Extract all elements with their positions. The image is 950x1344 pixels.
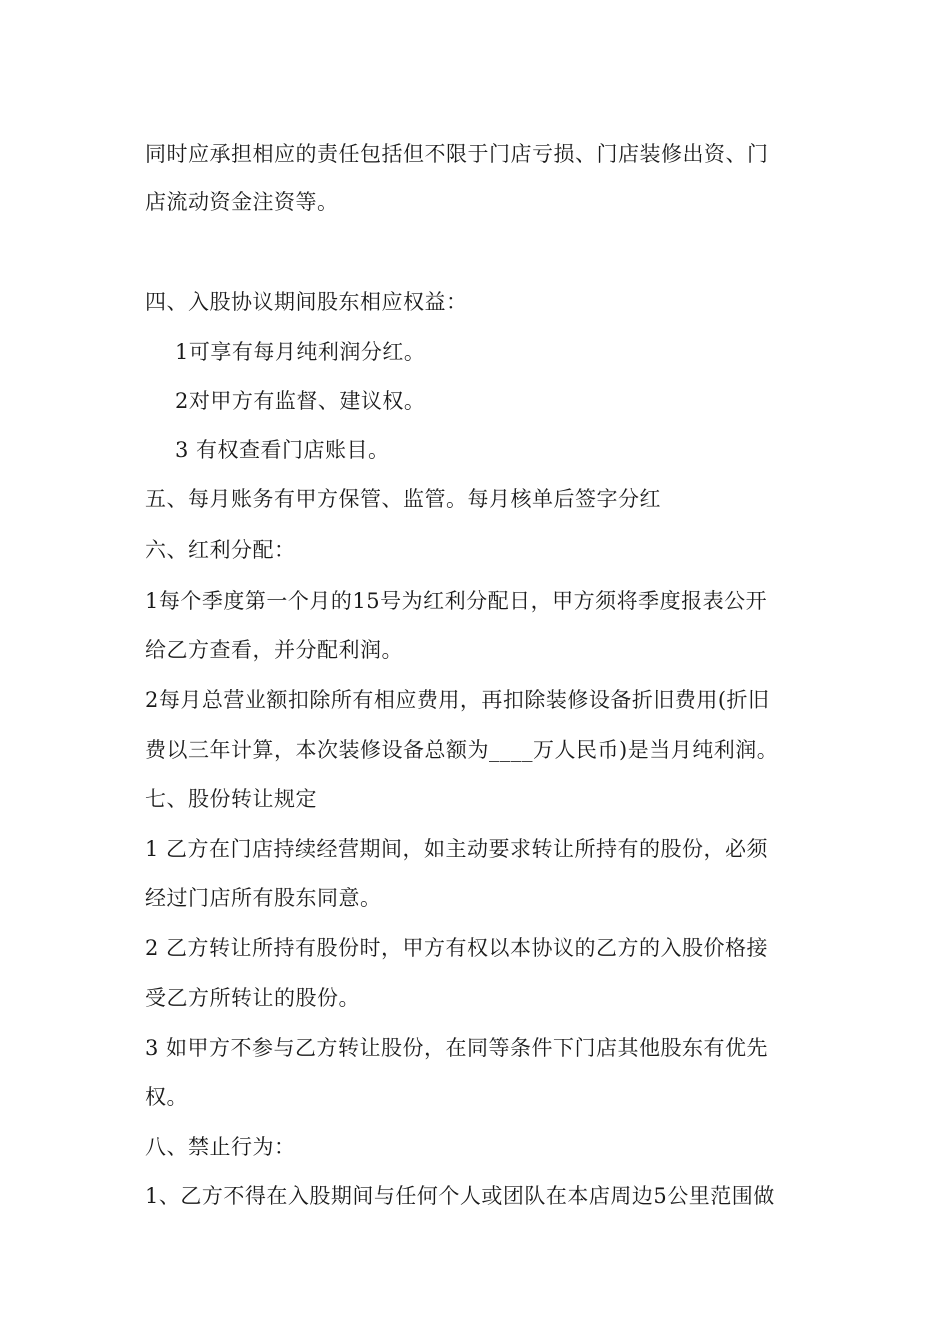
text-line: 店流动资金注资等。 [145, 190, 339, 214]
text-line: 受乙方所转让的股份。 [145, 986, 360, 1010]
text-line: 费以三年计算，本次装修设备总额为____万人民币)是当月纯利润。 [145, 738, 779, 762]
text-line: 2每月总营业额扣除所有相应费用，再扣除装修设备折旧费用(折旧 [145, 688, 770, 712]
section-heading: 五、每月账务有甲方保管、监管。每月核单后签字分红 [145, 487, 661, 511]
text-line: 1、乙方不得在入股期间与任何个人或团队在本店周边5公里范围做 [145, 1184, 775, 1208]
text-line: 同时应承担相应的责任包括但不限于门店亏损、门店装修出资、门 [145, 142, 769, 166]
section-heading: 六、红利分配： [145, 538, 296, 562]
text-line: 给乙方查看，并分配利润。 [145, 638, 403, 662]
text-line: 经过门店所有股东同意。 [145, 886, 382, 910]
list-item: 3 有权查看门店账目。 [175, 438, 390, 462]
section-heading: 七、股份转让规定 [145, 787, 317, 811]
list-item: 1可享有每月纯利润分红。 [175, 340, 426, 364]
text-line: 2 乙方转让所持有股份时，甲方有权以本协议的乙方的入股价格接 [145, 936, 769, 960]
section-heading: 四、入股协议期间股东相应权益： [145, 290, 468, 314]
section-heading: 八、禁止行为： [145, 1135, 296, 1159]
text-line: 权。 [145, 1085, 188, 1109]
list-item: 2对甲方有监督、建议权。 [175, 389, 426, 413]
text-line: 1 乙方在门店持续经营期间，如主动要求转让所持有的股份，必须 [145, 837, 769, 861]
text-line: 1每个季度第一个月的15号为红利分配日，甲方须将季度报表公开 [145, 589, 768, 613]
text-line: 3 如甲方不参与乙方转让股份，在同等条件下门店其他股东有优先 [145, 1036, 769, 1060]
